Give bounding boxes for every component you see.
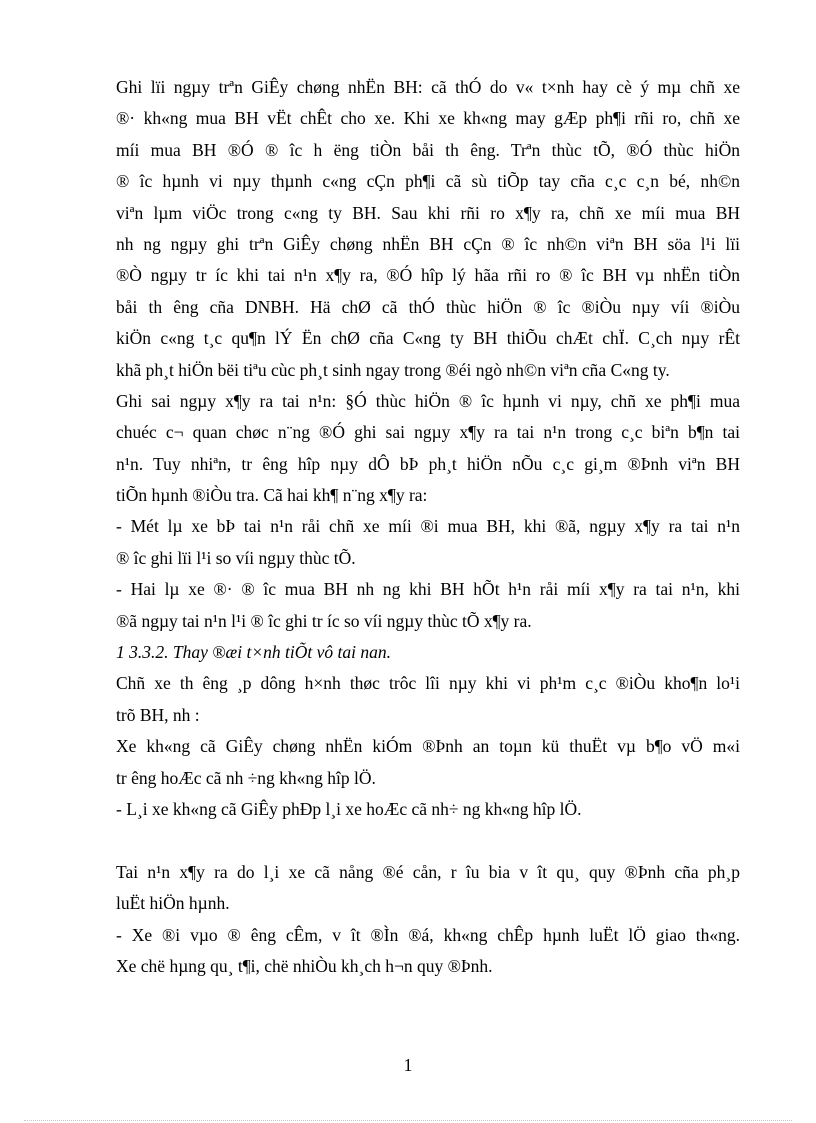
text-line: - Mét lµ xe bÞ tai n¹n råi chñ xe míi ®i mua BH, khi ®ã, ngµy x¶y ra tai n¹n xyxy=(116,516,740,537)
blank-line xyxy=(116,825,740,856)
section-heading: 1 3.3.2. Thay ®æi t×nh tiÕt vô tai nan. xyxy=(116,642,391,663)
text-line: tiÕn hµnh ®iÒu tra. Cã hai kh¶ n¨ng x¶y ra: xyxy=(116,485,428,506)
page-bottom-rule xyxy=(24,1120,792,1121)
text-line: ®· kh«ng mua BH vËt chÊt cho xe. Khi xe kh«ng may gÆp ph¶i rñi ro, chñ xe xyxy=(116,108,740,129)
text-line: båi th êng cña DNBH. Hä chØ cã thÓ thùc hiÖn ® îc ®iÒu nµy víi ®iÒu xyxy=(116,296,740,317)
text-line: tr êng hoÆc cã nh ÷ng kh«ng hîp lÖ. xyxy=(116,767,376,788)
text-line: khã ph¸t hiÖn bëi tiªu cùc ph¸t sinh ngay trong ®éi ngò nh©n viªn cña C«ng ty. xyxy=(116,359,670,380)
text-line: Ghi lïi ngµy trªn GiÊy chøng nhËn BH: cã thÓ do v« t×nh hay cè ý mµ chñ xe xyxy=(116,77,740,97)
text-line: ®Ò ngµy tr íc khi tai n¹n x¶y ra, ®Ó hîp lý hãa rñi ro ® îc BH vµ nhËn tiÒn xyxy=(116,265,740,286)
text-line: trõ BH, nh : xyxy=(116,704,200,725)
text-line: míi mua BH ®Ó ® îc h ëng tiÒn båi th êng. Trªn thùc tÕ, ®Ó thùc hiÖn xyxy=(116,139,740,160)
text-line: nh ng ngµy ghi trªn GiÊy chøng nhËn BH cÇn ® îc nh©n viªn BH söa l¹i lïi xyxy=(116,233,740,254)
text-line: n¹n. Tuy nhiªn, tr êng hîp nµy dÔ bÞ ph¸t hiÖn nÕu c¸c gi¸m ®Þnh viªn BH xyxy=(116,453,740,474)
text-line: Ghi sai ngµy x¶y ra tai n¹n: §Ó thùc hiÖn ® îc hµnh vi nµy, chñ xe ph¶i mua xyxy=(116,390,740,411)
text-line: Tai n¹n x¶y ra do l¸i xe cã nång ®é cån, r îu bia v ît qu¸ quy ®Þnh cña ph¸p xyxy=(116,861,740,882)
text-line: ®ã ngµy tai n¹n l¹i ® îc ghi tr íc so víi ngµy thùc tÕ x¶y ra. xyxy=(116,610,532,631)
text-line: ® îc hµnh vi nµy thµnh c«ng cÇn ph¶i cã sù tiÕp tay cña c¸c c¸n bé, nh©n xyxy=(116,171,740,192)
text-line: viªn lµm viÖc trong c«ng ty BH. Sau khi rñi ro x¶y ra, chñ xe míi mua BH xyxy=(116,202,740,223)
text-line: ® îc ghi lïi l¹i so víi ngµy thùc tÕ. xyxy=(116,547,356,568)
page-number: 1 xyxy=(403,1055,413,1075)
text-line: kiÖn c«ng t¸c qu¶n lÝ Ën chØ cña C«ng ty BH thiÕu chÆt chÏ. C¸ch nµy rÊt xyxy=(116,328,740,349)
text-line: Chñ xe th êng ¸p dông h×nh thøc trôc lîi nµy khi vi ph¹m c¸c ®iÒu kho¶n lo¹i xyxy=(116,673,740,694)
text-line: luËt hiÖn hµnh. xyxy=(116,893,230,914)
text-line: Xe kh«ng cã GiÊy chøng nhËn kiÓm ®Þnh an toµn kü thuËt vµ b¶o vÖ m«i xyxy=(116,736,740,757)
text-line: chuéc c¬ quan chøc n¨ng ®Ó ghi sai ngµy x¶y ra tai n¹n trong c¸c biªn b¶n tai xyxy=(116,422,740,443)
body-text xyxy=(116,72,740,982)
text-line: - Hai lµ xe ®· ® îc mua BH nh ng khi BH hÕt h¹n råi míi x¶y ra tai n¹n, khi xyxy=(116,579,740,600)
text-line: - L¸i xe kh«ng cã GiÊy phÐp l¸i xe hoÆc cã nh÷ ng kh«ng hîp lÖ. xyxy=(116,798,582,819)
text-line: - Xe ®i vµo ® êng cÊm, v ît ®Ìn ®á, kh«ng chÊp hµnh luËt lÖ giao th«ng. xyxy=(116,924,740,945)
text-line: Xe chë hµng qu¸ t¶i, chë nhiÒu kh¸ch h¬n quy ®Þnh. xyxy=(116,955,493,976)
